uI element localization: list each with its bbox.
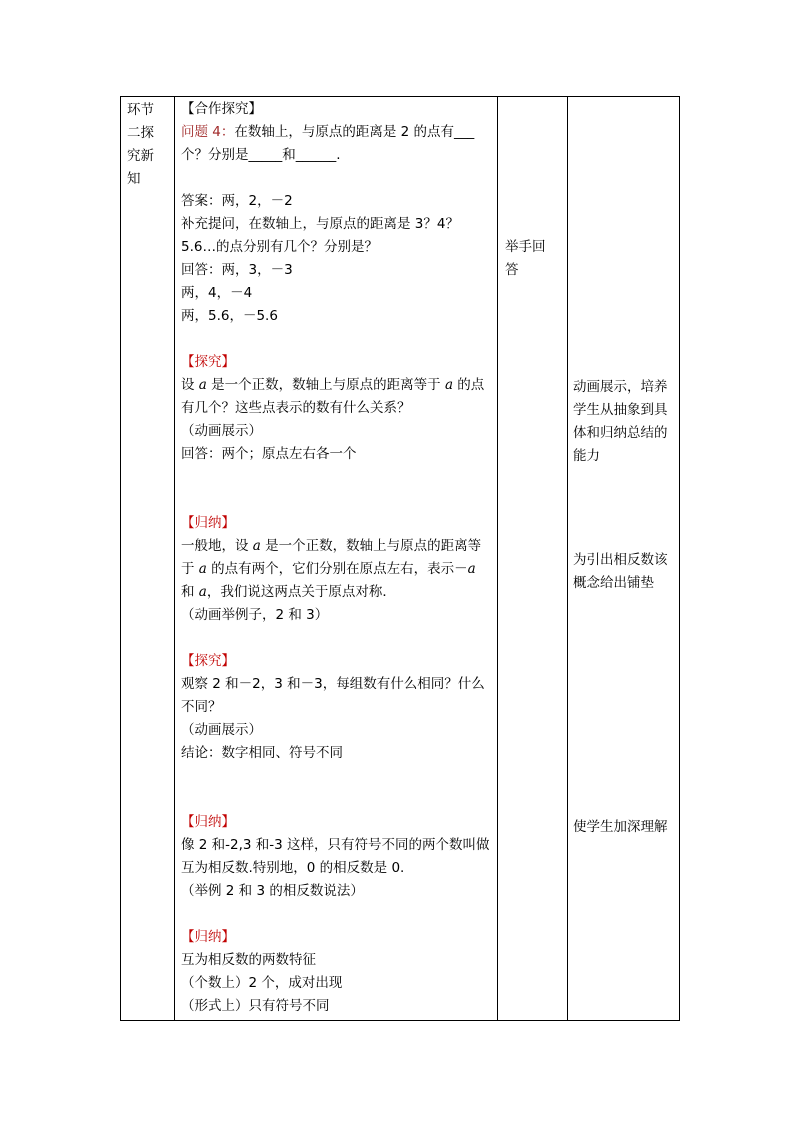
design-note: 动画展示，培养 学生从抽象到具 体和归纳总结的 能力 bbox=[573, 379, 668, 464]
reply-line: 回答：两，3，－3 bbox=[181, 262, 293, 278]
summary2-line3: （举例 2 和 3 的相反数说法） bbox=[181, 883, 364, 899]
design-intent-cell bbox=[573, 97, 678, 1020]
question-4-line2: 个？分别是_____和______. bbox=[181, 147, 341, 163]
stage-line: 环节 bbox=[127, 102, 154, 118]
summary3-line2: （个数上）2 个，成对出现 bbox=[181, 975, 343, 991]
section-header-summary: 【归纳】 bbox=[181, 929, 235, 945]
summary-line2: 于 a 的点有两个，它们分别在原点左右，表示－a bbox=[181, 561, 476, 577]
stage-cell bbox=[127, 99, 171, 1020]
summary-line3: 和 a，我们说这两点关于原点对称． bbox=[181, 584, 396, 600]
section-header-cooperative: 【合作探究】 bbox=[181, 101, 262, 117]
reply-line: 两，4，－4 bbox=[181, 285, 253, 301]
supplement-line1: 补充提问，在数轴上，与原点的距离是 3？4？ bbox=[181, 216, 459, 232]
question-4-line1: 问题 4：在数轴上，与原点的距离是 2 的点有___ bbox=[181, 124, 475, 140]
lesson-plan-table bbox=[120, 96, 680, 1021]
explore-line1: 设 a 是一个正数，数轴上与原点的距离等于 a 的点 bbox=[181, 377, 485, 393]
stage-line: 二探 bbox=[127, 125, 154, 141]
section-header-explore: 【探究】 bbox=[181, 653, 235, 669]
explore-line4: 回答：两个；原点左右各一个 bbox=[181, 446, 357, 462]
content-cell bbox=[181, 98, 496, 1020]
explore-line3: （动画展示） bbox=[181, 423, 262, 439]
column-divider bbox=[174, 97, 175, 1020]
explore2-line4: 结论：数字相同、符号不同 bbox=[181, 745, 343, 761]
stage-line: 知 bbox=[127, 171, 141, 187]
summary-line4: （动画举例子，2 和 3） bbox=[181, 607, 329, 623]
design-note: 为引出相反数该 概念给出铺垫 bbox=[573, 552, 668, 591]
summary3-line3: （形式上）只有符号不同 bbox=[181, 998, 330, 1014]
answer-line: 答案：两，2，－2 bbox=[181, 193, 293, 209]
explore2-line1: 观察 2 和－2，3 和－3，每组数有什么相同？什么 bbox=[181, 676, 485, 692]
summary-line1: 一般地，设 a 是一个正数，数轴上与原点的距离等 bbox=[181, 538, 482, 554]
explore2-line2: 不同？ bbox=[181, 699, 222, 715]
column-divider bbox=[497, 97, 498, 1020]
column-divider bbox=[567, 97, 568, 1020]
design-note: 使学生加深理解 bbox=[573, 819, 668, 835]
activity-line: 举手回 bbox=[505, 239, 546, 255]
stage-line: 究新 bbox=[127, 148, 154, 164]
supplement-line2: 5.6…的点分别有几个？分别是？ bbox=[181, 239, 378, 255]
section-header-explore: 【探究】 bbox=[181, 354, 235, 370]
explore2-line3: （动画展示） bbox=[181, 722, 262, 738]
reply-line: 两，5.6，－5.6 bbox=[181, 308, 278, 324]
student-activity-cell bbox=[505, 236, 565, 1020]
question-4-label: 问题 4： bbox=[181, 124, 235, 140]
section-header-summary: 【归纳】 bbox=[181, 515, 235, 531]
summary2-line2: 互为相反数.特别地，0 的相反数是 0. bbox=[181, 860, 405, 876]
summary2-line1: 像 2 和-2,3 和-3 这样，只有符号不同的两个数叫做 bbox=[181, 837, 490, 853]
explore-line2: 有几个？这些点表示的数有什么关系？ bbox=[181, 400, 411, 416]
section-header-summary: 【归纳】 bbox=[181, 814, 235, 830]
summary3-line1: 互为相反数的两数特征 bbox=[181, 952, 316, 968]
activity-line: 答 bbox=[505, 262, 519, 278]
